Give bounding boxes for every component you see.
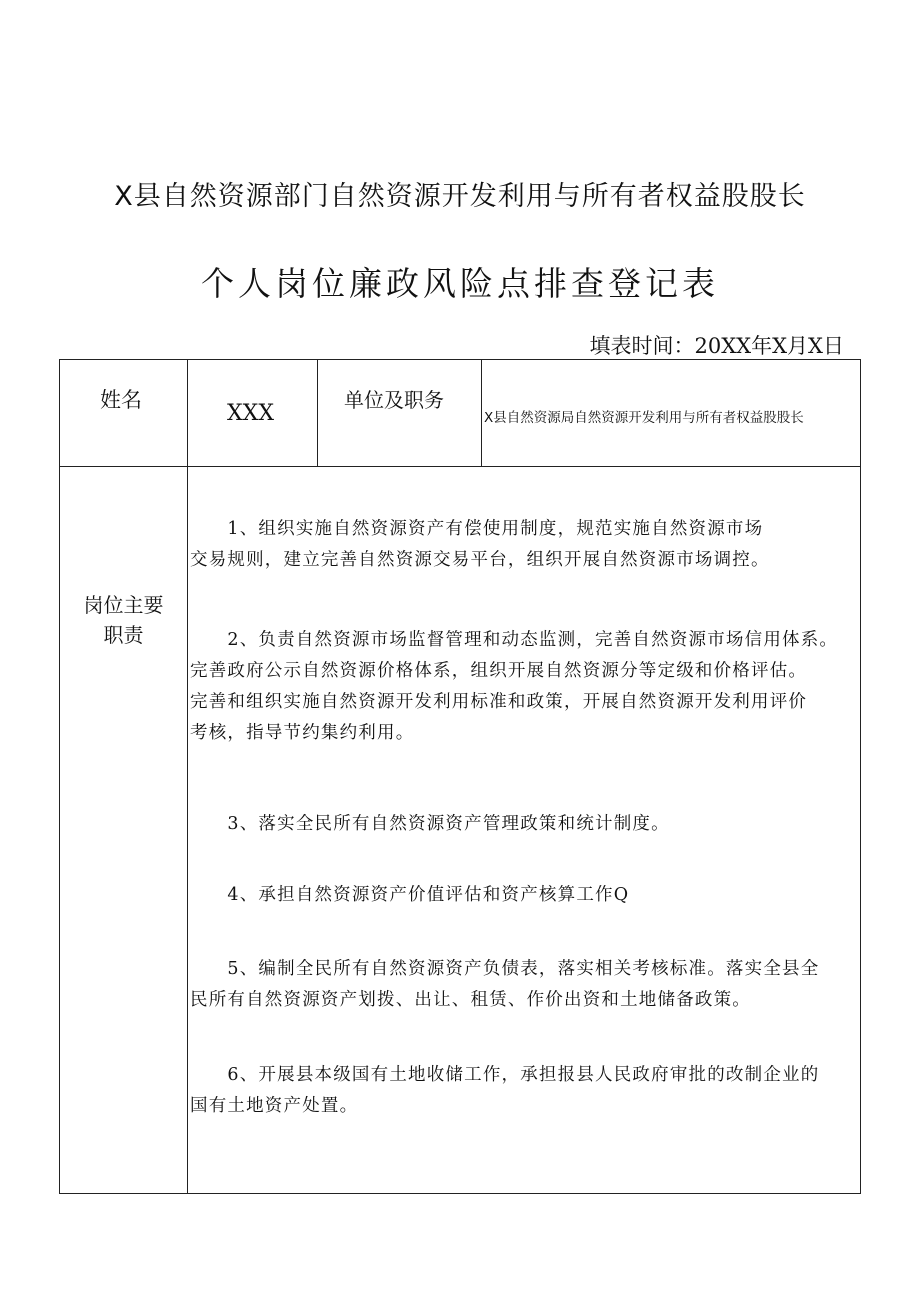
- document-title-line1: X县自然资源部门自然资源开发利用与所有者权益股股长: [114, 181, 806, 212]
- table-row-divider: [59, 466, 861, 467]
- main-duties-label-line1: 岗位主要: [83, 593, 164, 617]
- main-duties-label: [60, 590, 187, 650]
- duty-line: 5、编制全民所有自然资源资产负债表，落实相关考核标准。落实全县全: [190, 959, 820, 979]
- table-border-bottom: [59, 1193, 861, 1194]
- name-value: XXX: [227, 401, 274, 426]
- name-label: 姓名: [100, 388, 142, 412]
- table-col-divider: [187, 359, 188, 1194]
- unit-position-value: X县自然资源局自然资源开发利用与所有者权益股股长: [484, 410, 804, 426]
- duty-item: [190, 809, 670, 840]
- duty-line: 交易规则，建立完善自然资源交易平台，组织开展自然资源市场调控。: [190, 550, 770, 570]
- table-border-top: [59, 359, 861, 360]
- duty-line: 4、承担自然资源资产价值评估和资产核算工作Q: [190, 885, 630, 905]
- duty-line: 1、组织实施自然资源资产有偿使用制度，规范实施自然资源市场: [190, 519, 764, 539]
- table-col-divider: [481, 359, 482, 467]
- table-col-divider: [317, 359, 318, 467]
- duty-line: 2、负责自然资源市场监督管理和动态监测，完善自然资源市场信用体系。: [190, 630, 839, 650]
- duty-line: 民所有自然资源资产划拨、出让、租赁、作价出资和土地储备政策。: [190, 990, 751, 1010]
- duty-line: 考核，指导节约集约利用。: [190, 723, 415, 743]
- duty-line: 完善和组织实施自然资源开发利用标准和政策，开展自然资源开发利用评价: [190, 692, 808, 712]
- unit-position-label: 单位及职务: [344, 388, 444, 412]
- duty-line: 国有土地资产处置。: [190, 1096, 359, 1116]
- duty-item: [190, 1060, 819, 1122]
- duty-item: [190, 954, 819, 1016]
- duty-item: [190, 880, 629, 911]
- duty-line: 6、开展县本级国有土地收储工作，承担报县人民政府审批的改制企业的: [190, 1065, 820, 1085]
- fill-date: 填表时间：20XX年X月X日: [589, 334, 844, 358]
- duty-line: 3、落实全民所有自然资源资产管理政策和统计制度。: [190, 814, 670, 834]
- duty-item: [190, 625, 838, 749]
- table-border-left: [59, 359, 60, 1194]
- duty-line: 完善政府公示自然资源价格体系，组织开展自然资源分等定级和价格评估。: [190, 661, 808, 681]
- duty-item: [190, 514, 770, 576]
- main-duties-label-line2: 职责: [103, 623, 144, 647]
- document-title-line2: 个人岗位廉政风险点排查登记表: [201, 264, 719, 303]
- table-border-right: [860, 359, 861, 1194]
